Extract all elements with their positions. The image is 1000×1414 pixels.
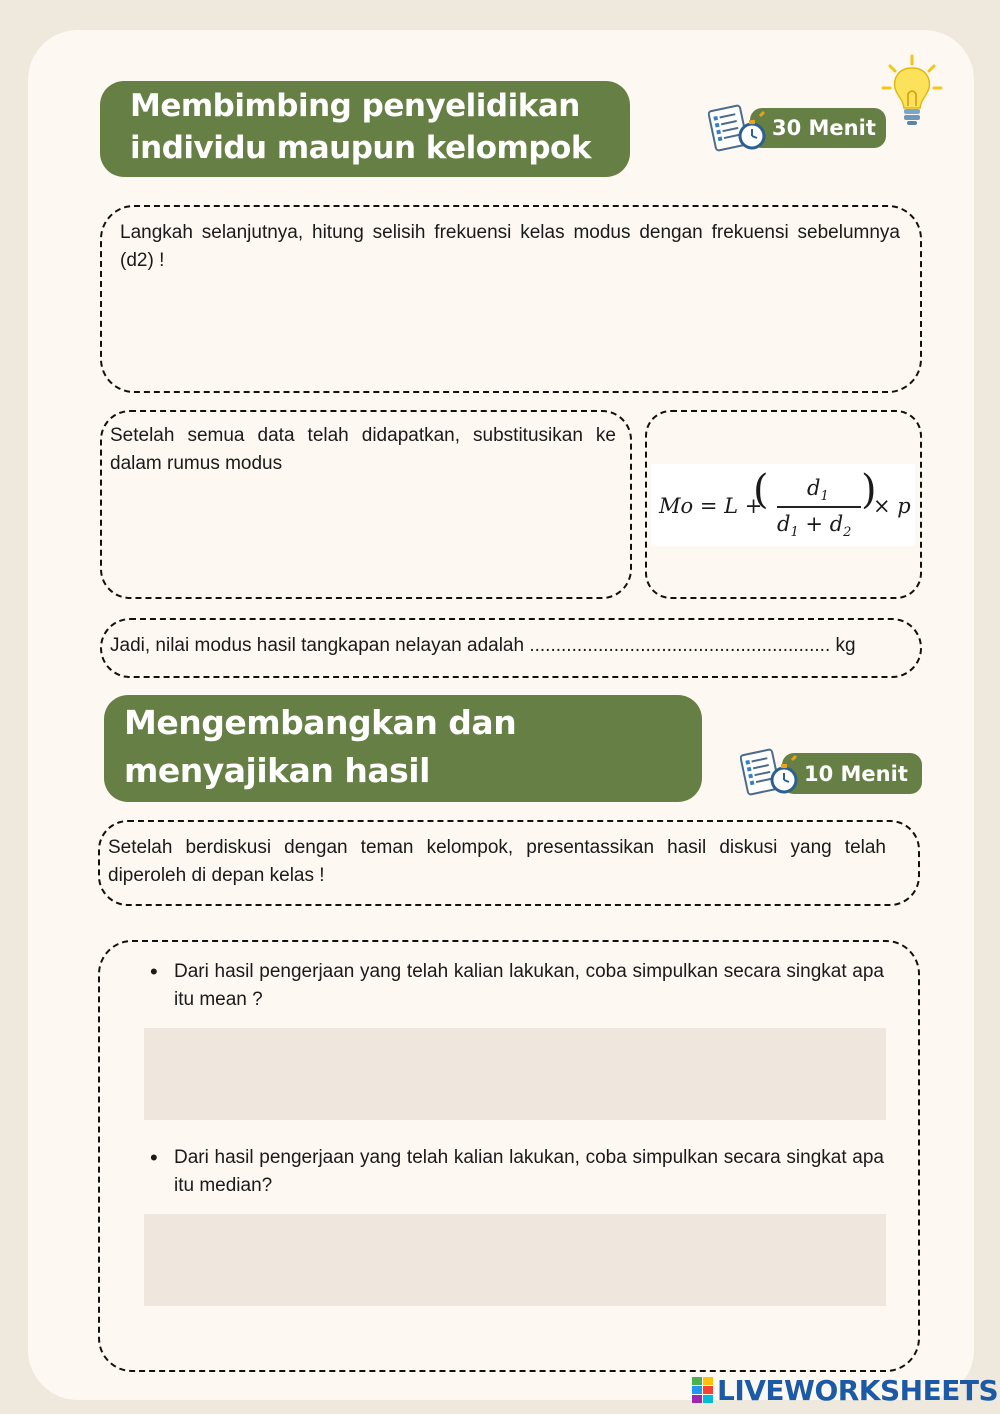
instruction-box-presentation	[98, 820, 920, 906]
formula-lhs: Mo = L +	[659, 494, 763, 518]
logo-mark-icon	[692, 1377, 714, 1403]
time-badge	[750, 108, 886, 148]
formula-box	[645, 410, 922, 599]
formula-sub: 1	[820, 489, 829, 505]
instruction-box-d2	[100, 205, 922, 393]
lightbulb-icon	[880, 52, 944, 132]
liveworksheets-logo	[692, 1372, 998, 1408]
formula-plus: +	[805, 512, 824, 536]
formula-sub: 2	[843, 525, 852, 541]
question-median: • Dari hasil pengerjaan yang telah kalian lakukan, coba simpulkan secara singkat apa itu median?	[150, 1144, 884, 1200]
formula-paren-right: )	[861, 467, 877, 513]
formula-d: d	[777, 512, 791, 536]
checklist-stopwatch-icon	[708, 104, 768, 154]
fraction-bar	[777, 506, 861, 508]
instruction-text: Setelah semua data telah didapatkan, substitusikan ke dalam rumus modus	[110, 425, 616, 474]
question-mean: • Dari hasil pengerjaan yang telah kalian lakukan, coba simpulkan secara singkat apa itu mean ?	[150, 958, 884, 1014]
instruction-text: Langkah selanjutnya, hitung selisih frekuensi kelas modus dengan frekuensi sebelumnya (d2) !	[120, 222, 900, 271]
formula-paren-left: (	[753, 467, 769, 513]
section-title-line: menyajikan hasil	[124, 751, 430, 790]
time-label: 30 Menit	[772, 116, 876, 140]
time-badge	[782, 753, 922, 794]
conclusion-text: Jadi, nilai modus hasil tangkapan nelayan adalah ......................................................... kg	[110, 635, 856, 656]
instruction-text: Setelah berdiskusi dengan teman kelompok, presentassikan hasil diskusi yang telah diperoleh di depan kelas !	[108, 837, 886, 886]
section-title-line: Mengembangkan dan	[124, 703, 517, 742]
formula-denominator	[777, 510, 851, 547]
mode-formula	[651, 464, 915, 546]
section-title-presentation	[104, 695, 702, 802]
section-title-investigation	[100, 81, 630, 177]
questions-box	[98, 940, 920, 1372]
formula-tail: × p	[873, 494, 911, 518]
formula-sub: 1	[790, 525, 799, 541]
formula-d: d	[807, 476, 821, 500]
logo-text: LIVEWORKSHEETS	[717, 1373, 999, 1407]
time-label: 10 Menit	[804, 761, 908, 786]
answer-field-mean[interactable]	[144, 1028, 886, 1120]
conclusion-box	[100, 618, 922, 678]
section-title-line: Membimbing penyelidikan	[130, 88, 580, 124]
section-title-line: individu maupun kelompok	[130, 130, 591, 166]
formula-d: d	[829, 512, 844, 536]
instruction-box-substitution	[100, 410, 632, 599]
answer-field-median[interactable]	[144, 1214, 886, 1306]
checklist-stopwatch-icon	[740, 748, 800, 798]
